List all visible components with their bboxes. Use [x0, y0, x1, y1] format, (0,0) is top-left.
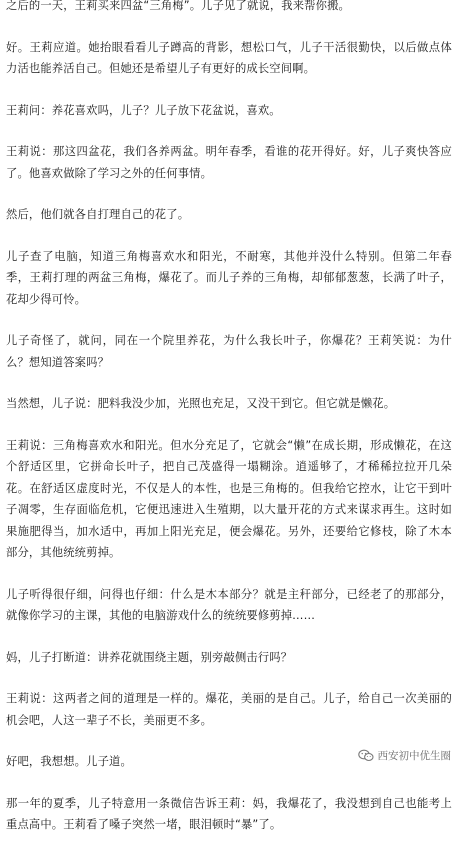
paragraph-3: 王莉问：养花喜欢吗，儿子？儿子放下花盆说，喜欢。 [6, 103, 281, 117]
paragraph-1: 之后的一天，王莉买来四盆“三角梅”。儿子见了就说，我来帮你搬。 [6, 0, 350, 12]
paragraph-11: 妈，儿子打断道：讲养花就围绕主题，别旁敲侧击行吗？ [6, 650, 293, 664]
paragraph-4: 王莉说：那这四盆花，我们各养两盆。明年春季，看谁的花开得好。好，儿子爽快答应了。他喜欢做除了学习之外的任何事情。 [6, 145, 452, 180]
paragraph-13: 好吧，我想想。儿子道。 [6, 755, 132, 768]
paragraph-8: 当然想，儿子说：肥料我没少加，光照也充足，又没干到它。但它就是懒花。 [6, 397, 396, 410]
article-body [6, 0, 452, 856]
paragraph-6: 儿子查了电脑，知道三角梅喜欢水和阳光，不耐寒，其他并没什么特别。但第二年春季，王莉打理的两盆三角梅，爆花了。而儿子养的三角梅，却郁郁葱葱，长满了叶子，花却少得可怜。 [6, 249, 452, 306]
paragraph-10: 儿子听得很仔细，问得也仔细：什么是木本部分？就是主秆部分，已经老了的那部分，就像你学习的主课，其他的电脑游戏什么的统统要修剪掉…… [6, 587, 452, 622]
paragraph-2: 好。王莉应道。她抬眼看看儿子蹲高的背影，想松口气，儿子干活很勤快，以后做点体力活也能养活自己。但她还是希望儿子有更好的成长空间啊。 [6, 40, 452, 75]
wechat-official-account-icon [358, 749, 374, 762]
paragraph-12: 王莉说：这两者之间的道理是一样的。爆花，美丽的是自己。儿子，给自己一次美丽的机会吧，人这一辈子不长，美丽更不多。 [6, 692, 452, 727]
watermark-text: 西安初中优生圈 [377, 750, 451, 762]
source-watermark [354, 747, 454, 764]
paragraph-7: 儿子奇怪了，就问，同在一个院里养花，为什么我长叶子，你爆花？王莉笑说：为什么？想知道答案吗？ [6, 334, 452, 369]
paragraph-5: 然后，他们就各自打理自己的花了。 [6, 208, 190, 221]
paragraph-9: 王莉说：三角梅喜欢水和阳光。但水分充足了，它就会“懒”在成长期，形成懒花，在这个舒适区里，它拼命长叶子，把自己茂盛得一塌糊涂。逍遥够了，才稀稀拉拉开几朵花。在舒适区虚度时光，不仅是人的本性，也是三角梅的。但我给它控水，让它干到叶子凋零，生存面临危机，它便迅速进入生殖期，以大量开花的方式来谋求再生。这时如果施肥得当，加水适中，再加上阳光充足，便会爆花。另外，还要给它修枝，除了木本部分，其他统统剪掉。 [6, 438, 452, 559]
paragraph-14: 那一年的夏季，儿子特意用一条微信告诉王莉：妈，我爆花了，我没想到自己也能考上重点高中。王莉看了嗓子突然一堵，眼泪顿时“暴”了。 [6, 796, 452, 831]
